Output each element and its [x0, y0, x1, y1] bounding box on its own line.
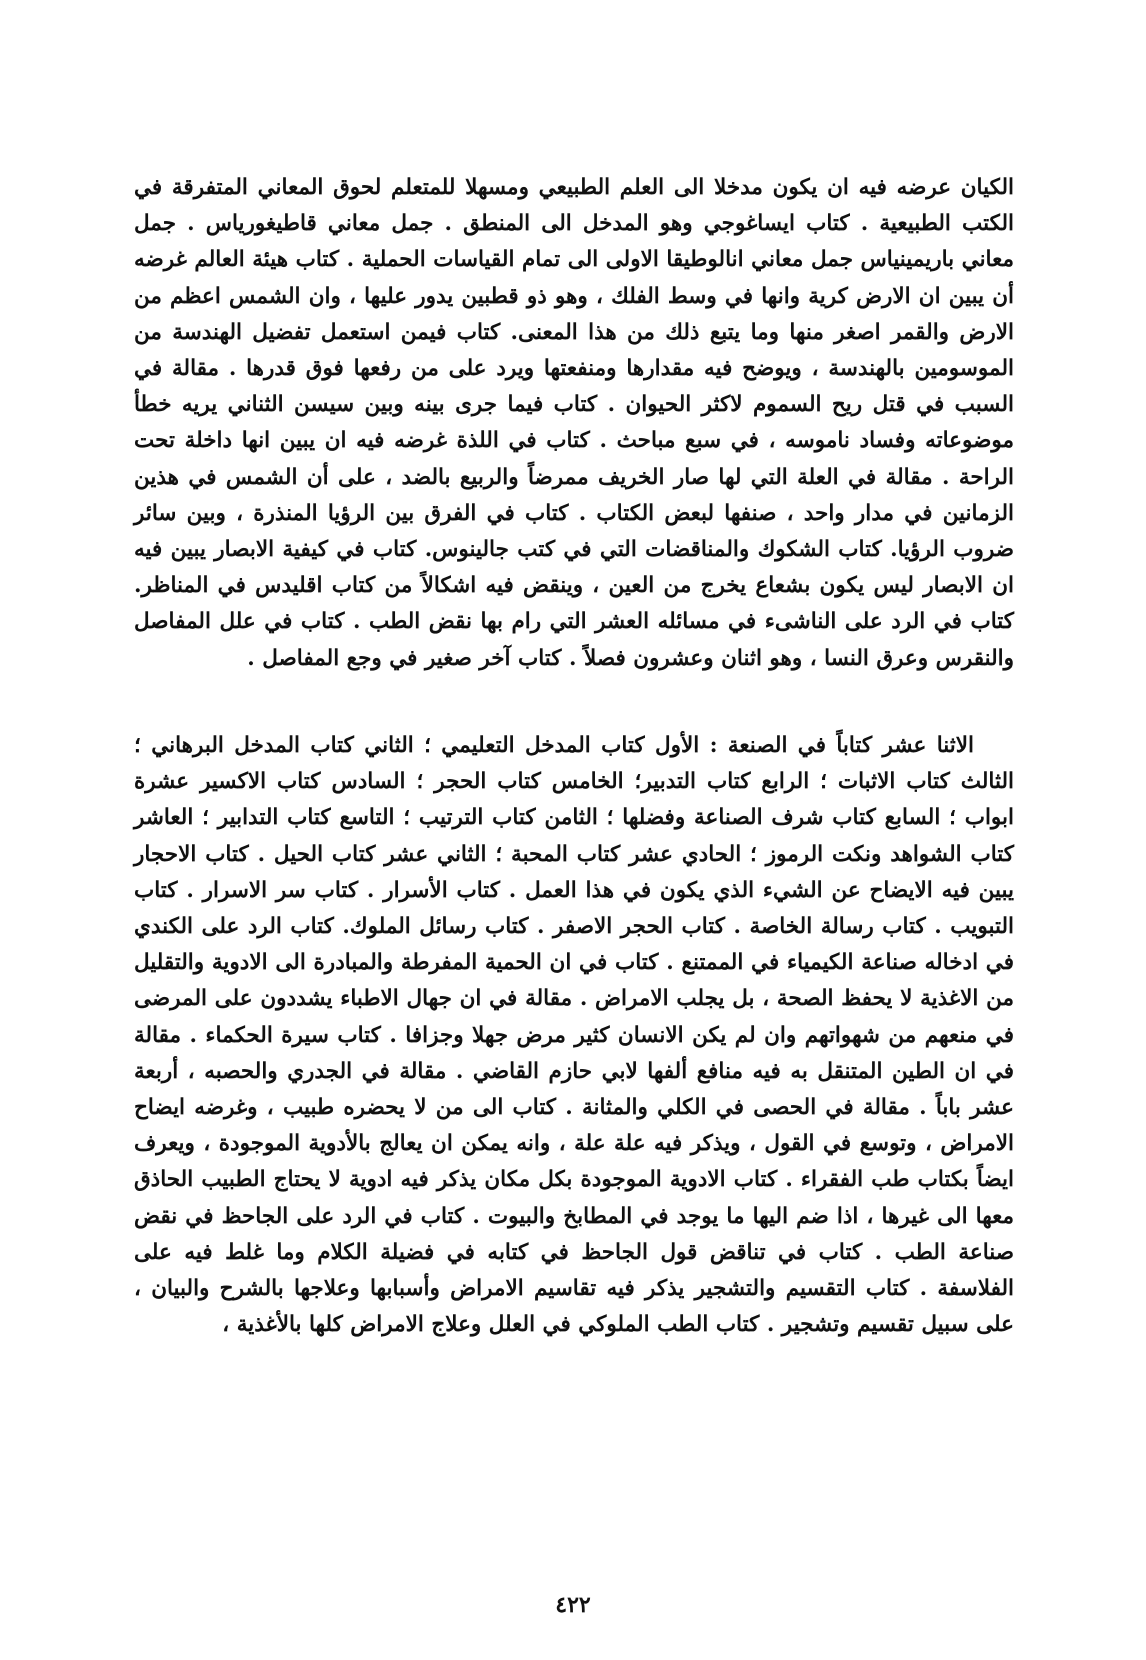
paragraph-1-container: [134, 170, 1014, 677]
paragraph-2: الاثنا عشر كتاباً في الصنعة : الأول كتاب المدخل التعليمي ؛ الثاني كتاب المدخل البرهاني ؛ الثالث كتاب الاثبات ؛ الرابع كتاب التدبير؛ الخامس كتاب الحجر ؛ السادس كتاب الاكسير عشرة ابواب ؛ السابع كتاب شرف الصناعة وفضلها ؛ الثامن كتاب الترتيب ؛ التاسع كتاب التدابير ؛ العاشر كتاب الشواهد ونكت الرموز ؛ الحادي عشر كتاب المحبة ؛ الثاني عشر كتاب الحيل . كتاب الاحجار يبين فيه الايضاح عن الشيء الذي يكون في هذا العمل . كتاب الأسرار . كتاب سر الاسرار . كتاب التبويب . كتاب رسالة الخاصة . كتاب الحجر الاصفر . كتاب رسائل الملوك. كتاب الرد على الكندي في ادخاله صناعة الكيمياء في الممتنع . كتاب في ان الحمية المفرطة والمبادرة الى الادوية والتقليل من الاغذية لا يحفظ الصحة ، بل يجلب الامراض . مقالة في ان جهال الاطباء يشددون على المرضى في منعهم من شهواتهم وان لم يكن الانسان كثير مرض جهلا وجزافا . كتاب سيرة الحكماء . مقالة في ان الطين المتنقل به فيه منافع ألفها لابي حازم القاضي . مقالة في الجدري والحصبه ، أربعة عشر باباً . مقالة في الحصى في الكلي والمثانة . كتاب الى من لا يحضره طبيب ، وغرضه ايضاح الامراض ، وتوسع في القول ، ويذكر فيه علة علة ، وانه يمكن ان يعالج بالأدوية الموجودة ، ويعرف ايضاً بكتاب طب الفقراء . كتاب الادوية الموجودة بكل مكان يذكر فيه ادوية لا يحتاج الطبيب الحاذق معها الى غيرها ، اذا ضم اليها ما يوجد في المطابخ والبيوت . كتاب في الرد على الجاحظ في نقض صناعة الطب . كتاب في تناقض قول الجاحظ في كتابه في فضيلة الكلام وما غلط فيه على الفلاسفة . كتاب التقسيم والتشجير يذكر فيه تقاسيم الامراض وأسبابها وعلاجها بالشرح والبيان ، على سبيل تقسيم وتشجير . كتاب الطب الملوكي في العلل وعلاج الامراض كلها بالأغذية ،: [134, 733, 1014, 1338]
paragraph-1: الكيان عرضه فيه ان يكون مدخلا الى العلم الطبيعي ومسهلا للمتعلم لحوق المعاني المتفرقة في الكتب الطبيعية . كتاب ايساغوجي وهو المدخل الى المنطق . جمل معاني قاطيغورياس . جمل معاني باريمينياس جمل معاني انالوطيقا الاولى الى تمام القياسات الحملية . كتاب هيئة العالم غرضه أن يبين ان الارض كرية وانها في وسط الفلك ، وهو ذو قطبين يدور عليها ، وان الشمس اعظم من الارض والقمر اصغر منها وما يتبع ذلك من هذا المعنى. كتاب فيمن استعمل تفضيل الهندسة من الموسومين بالهندسة ، ويوضح فيه مقدارها ومنفعتها ويرد على من رفعها فوق قدرها . مقالة في السبب في قتل ريح السموم لاكثر الحيوان . كتاب فيما جرى بينه وبين سيسن الثناني يريه خطأ موضوعاته وفساد ناموسه ، في سبع مباحث . كتاب في اللذة غرضه فيه ان يبين انها داخلة تحت الراحة . مقالة في العلة التي لها صار الخريف ممرضاً والربيع بالضد ، على أن الشمس في هذين الزمانين في مدار واحد ، صنفها لبعض الكتاب . كتاب في الفرق بين الرؤيا المنذرة ، وبين سائر ضروب الرؤيا. كتاب الشكوك والمناقضات التي في كتب جالينوس. كتاب في كيفية الابصار يبين فيه ان الابصار ليس يكون بشعاع يخرج من العين ، وينقض فيه اشكالاً من كتاب اقليدس في المناظر. كتاب في الرد على الناشىء في مسائله العشر التي رام بها نقض الطب . كتاب في علل المفاصل والنقرس وعرق النسا ، وهو اثنان وعشرون فصلاً . كتاب آخر صغير في وجع المفاصل .: [134, 175, 1015, 671]
page-number: ٤٢٢: [555, 1592, 591, 1618]
paragraph-2-container: [134, 728, 1014, 1343]
